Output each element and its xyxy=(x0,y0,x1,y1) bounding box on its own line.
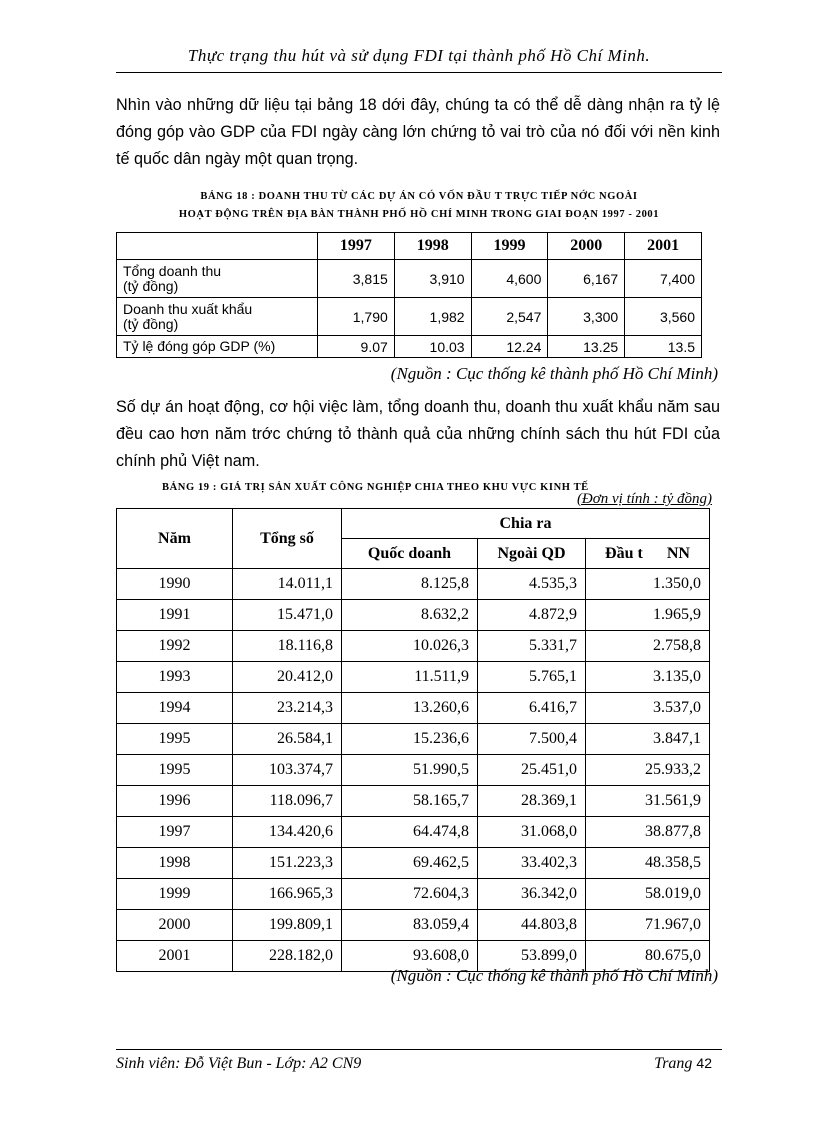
table18-caption-line2: HOẠT ĐỘNG TRÊN ĐỊA BÀN THÀNH PHỐ HỒ CHÍ MINH TRONG GIAI ĐOẠN 1997 - 2001 xyxy=(178,209,660,220)
table18-source: (Nguồn : Cục thống kê thành phố Hồ Chí Minh) xyxy=(390,364,718,383)
cell: 23.214,3 xyxy=(233,693,342,724)
table18-year: 2001 xyxy=(625,233,702,260)
cell: 33.402,3 xyxy=(478,848,586,879)
table-row xyxy=(117,298,702,336)
cell: 4.535,3 xyxy=(478,569,586,600)
row-label-line1: Tỷ lệ đóng góp GDP (%) xyxy=(123,338,276,354)
row-label xyxy=(117,298,318,336)
table-row xyxy=(117,600,710,631)
cell: 25.451,0 xyxy=(478,755,586,786)
cell: 14.011,1 xyxy=(233,569,342,600)
cell: 7.500,4 xyxy=(478,724,586,755)
table-row xyxy=(117,662,710,693)
cell: 64.474,8 xyxy=(342,817,478,848)
header-split: Chia ra xyxy=(342,509,710,539)
table-row xyxy=(117,724,710,755)
table18-year: 1998 xyxy=(394,233,471,260)
footer-page xyxy=(654,1055,712,1073)
cell: 228.182,0 xyxy=(233,941,342,972)
table19-caption: BẢNG 19 : GIÁ TRỊ SẢN XUẤT CÔNG NGHIỆP CHIA THEO KHU VỰC KINH TẾ xyxy=(162,482,589,493)
cell: 72.604,3 xyxy=(342,879,478,910)
cell: 151.223,3 xyxy=(233,848,342,879)
table-row xyxy=(117,848,710,879)
cell: 28.369,1 xyxy=(478,786,586,817)
header-total: Tổng số xyxy=(233,509,342,569)
table-row xyxy=(117,631,710,662)
cell: 58.165,7 xyxy=(342,786,478,817)
cell: 1990 xyxy=(117,569,233,600)
table-row xyxy=(117,910,710,941)
page-number: 42 xyxy=(696,1055,712,1071)
cell: 3,560 xyxy=(625,298,702,336)
header-rule xyxy=(116,72,722,73)
table-19 xyxy=(116,508,710,972)
cell: 4.872,9 xyxy=(478,600,586,631)
cell: 26.584,1 xyxy=(233,724,342,755)
cell: 25.933,2 xyxy=(586,755,710,786)
cell: 9.07 xyxy=(318,336,395,358)
cell: 6.416,7 xyxy=(478,693,586,724)
cell: 3,300 xyxy=(548,298,625,336)
cell: 31.068,0 xyxy=(478,817,586,848)
cell: 69.462,5 xyxy=(342,848,478,879)
table18-header-row xyxy=(117,233,702,260)
cell: 11.511,9 xyxy=(342,662,478,693)
cell: 3,910 xyxy=(394,260,471,298)
table-row xyxy=(117,879,710,910)
cell: 1992 xyxy=(117,631,233,662)
cell: 199.809,1 xyxy=(233,910,342,941)
header-fdi: Đầu t NN xyxy=(586,539,710,569)
cell: 5.331,7 xyxy=(478,631,586,662)
row-label-line2: (tỷ đồng) xyxy=(123,315,179,332)
table-row xyxy=(117,755,710,786)
cell: 38.877,8 xyxy=(586,817,710,848)
cell: 2.758,8 xyxy=(586,631,710,662)
cell: 53.899,0 xyxy=(478,941,586,972)
cell: 13.5 xyxy=(625,336,702,358)
cell: 8.632,2 xyxy=(342,600,478,631)
cell: 13.25 xyxy=(548,336,625,358)
table18-corner xyxy=(117,233,318,260)
row-label xyxy=(117,336,318,358)
cell: 6,167 xyxy=(548,260,625,298)
cell: 36.342,0 xyxy=(478,879,586,910)
cell: 2,547 xyxy=(471,298,548,336)
cell: 4,600 xyxy=(471,260,548,298)
cell: 1991 xyxy=(117,600,233,631)
cell: 71.967,0 xyxy=(586,910,710,941)
cell: 18.116,8 xyxy=(233,631,342,662)
cell: 12.24 xyxy=(471,336,548,358)
cell: 134.420,6 xyxy=(233,817,342,848)
cell: 58.019,0 xyxy=(586,879,710,910)
cell: 118.096,7 xyxy=(233,786,342,817)
cell: 10.026,3 xyxy=(342,631,478,662)
cell: 51.990,5 xyxy=(342,755,478,786)
cell: 31.561,9 xyxy=(586,786,710,817)
table-row xyxy=(117,786,710,817)
cell: 1993 xyxy=(117,662,233,693)
cell: 1998 xyxy=(117,848,233,879)
footer-student: Sinh viên: Đỗ Việt Bun - Lớp: A2 CN9 xyxy=(116,1055,362,1072)
table18-caption-line1: BẢNG 18 : DOANH THU TỪ CÁC DỰ ÁN CÓ VỐN ĐẦU T TRỰC TIẾP NỚC NGOÀI xyxy=(200,191,638,202)
cell: 80.675,0 xyxy=(586,941,710,972)
table19-header-row xyxy=(117,509,710,539)
footer-rule xyxy=(116,1049,722,1050)
cell: 1994 xyxy=(117,693,233,724)
cell: 20.412,0 xyxy=(233,662,342,693)
cell: 2000 xyxy=(117,910,233,941)
table-row xyxy=(117,336,702,358)
cell: 7,400 xyxy=(625,260,702,298)
cell: 44.803,8 xyxy=(478,910,586,941)
header-state: Quốc doanh xyxy=(342,539,478,569)
cell: 83.059,4 xyxy=(342,910,478,941)
table19-source: (Nguồn : Cục thống kê thành phố Hồ Chí Minh) xyxy=(390,966,718,985)
row-label-line2: (tỷ đồng) xyxy=(123,277,179,294)
cell: 1,982 xyxy=(394,298,471,336)
table-row xyxy=(117,260,702,298)
cell: 1.350,0 xyxy=(586,569,710,600)
cell: 1999 xyxy=(117,879,233,910)
cell: 1.965,9 xyxy=(586,600,710,631)
cell: 93.608,0 xyxy=(342,941,478,972)
paragraph-1: Nhìn vào những dữ liệu tại bảng 18 dới đây, chúng ta có thể dễ dàng nhận ra tỷ lệ đóng góp vào GDP của FDI ngày càng lớn chứng tỏ vai trò của nó đối với nền kinh tế quốc dân ngày một quan trọng. xyxy=(116,96,720,168)
cell: 15.471,0 xyxy=(233,600,342,631)
cell: 1997 xyxy=(117,817,233,848)
table-row xyxy=(117,569,710,600)
cell: 3.135,0 xyxy=(586,662,710,693)
paragraph-2: Số dự án hoạt động, cơ hội việc làm, tổng doanh thu, doanh thu xuất khẩu năm sau đều cao hơn năm trớc chứng tỏ thành quả của những chính sách thu hút FDI của chính phủ Việt nam. xyxy=(116,398,720,470)
table18-year: 1999 xyxy=(471,233,548,260)
row-label-line1: Tổng doanh thu xyxy=(123,262,222,279)
table-18 xyxy=(116,232,702,358)
table-row xyxy=(117,693,710,724)
cell: 1996 xyxy=(117,786,233,817)
cell: 8.125,8 xyxy=(342,569,478,600)
cell: 1995 xyxy=(117,724,233,755)
table19-unit: (Đơn vị tính : tỷ đồng) xyxy=(576,491,712,507)
cell: 103.374,7 xyxy=(233,755,342,786)
row-label xyxy=(117,260,318,298)
header-nonstate: Ngoài QD xyxy=(478,539,586,569)
cell: 1995 xyxy=(117,755,233,786)
cell: 10.03 xyxy=(394,336,471,358)
header-year: Năm xyxy=(117,509,233,569)
cell: 15.236,6 xyxy=(342,724,478,755)
cell: 3.847,1 xyxy=(586,724,710,755)
cell: 3,815 xyxy=(318,260,395,298)
table-row xyxy=(117,817,710,848)
cell: 3.537,0 xyxy=(586,693,710,724)
cell: 2001 xyxy=(117,941,233,972)
cell: 5.765,1 xyxy=(478,662,586,693)
table18-year: 1997 xyxy=(318,233,395,260)
page-header: Thực trạng thu hút và sử dụng FDI tại thành phố Hồ Chí Minh. xyxy=(187,46,651,65)
row-label-line1: Doanh thu xuất khẩu xyxy=(123,300,253,317)
page-label: Trang xyxy=(654,1055,693,1072)
cell: 48.358,5 xyxy=(586,848,710,879)
table18-year: 2000 xyxy=(548,233,625,260)
cell: 166.965,3 xyxy=(233,879,342,910)
cell: 1,790 xyxy=(318,298,395,336)
table19-body xyxy=(117,569,710,972)
cell: 13.260,6 xyxy=(342,693,478,724)
